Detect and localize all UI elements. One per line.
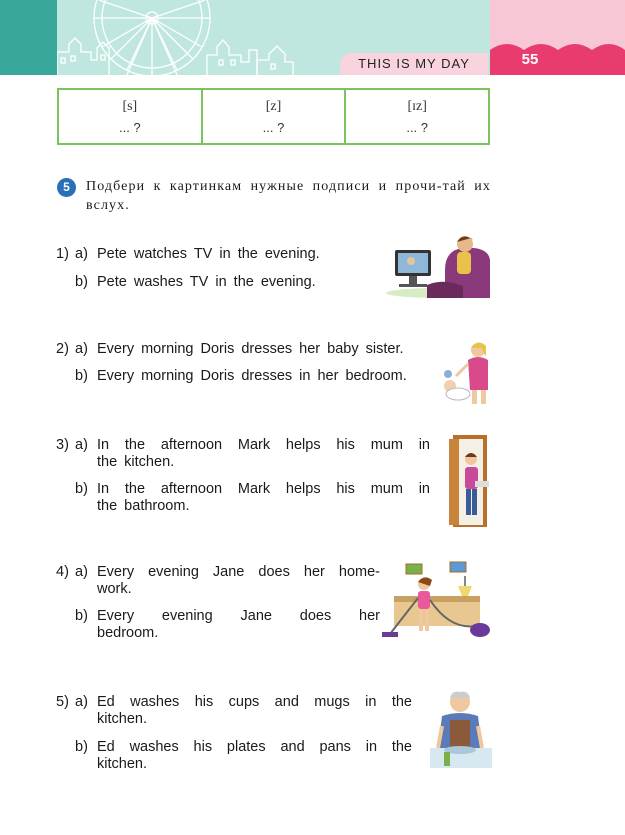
option-b-label: b) — [75, 274, 88, 290]
phoneme: [ɪz] — [407, 99, 427, 114]
blank-placeholder: ... ? — [406, 120, 429, 135]
option-b-text: Pete washes TV in the evening. — [97, 274, 316, 290]
option-a-text: Every evening Jane does her home- — [97, 564, 380, 580]
girl-vacuuming-picture — [380, 560, 492, 642]
task-instruction: Подбери к картинкам нужные подписи и прочи-тай их вслух. — [86, 179, 491, 213]
option-b-text-cont: kitchen. — [97, 756, 147, 772]
chapter-title: THIS IS MY DAY — [340, 53, 488, 75]
option-a-text: In the afternoon Mark helps his mum in — [97, 437, 430, 453]
option-b-label: b) — [75, 481, 88, 497]
option-b-text-cont: the bathroom. — [97, 498, 190, 514]
option-a-label: a) — [75, 246, 88, 262]
option-a-text-cont: kitchen. — [97, 711, 147, 727]
phoneme: [z] — [265, 99, 282, 114]
sound-cell-s — [59, 90, 203, 143]
option-b-text: Every morning Doris dresses in her bedroom. — [97, 368, 407, 384]
blank-placeholder: ... ? — [262, 120, 285, 135]
item-number: 1) — [56, 246, 69, 262]
option-a-label: a) — [75, 437, 88, 453]
phoneme: [s] — [122, 99, 138, 114]
girl-dressing-baby-picture — [438, 340, 492, 406]
option-a-text-cont: the kitchen. — [97, 454, 175, 470]
task-number-badge: 5 — [57, 178, 76, 197]
option-b-label: b) — [75, 608, 88, 624]
option-a-text: Every morning Doris dresses her baby sister. — [97, 341, 404, 357]
sound-cell-iz — [346, 90, 488, 143]
sound-cell-z — [203, 90, 347, 143]
man-washing-dishes-picture — [430, 686, 492, 772]
option-a-label: a) — [75, 341, 88, 357]
option-b-label: b) — [75, 368, 88, 384]
option-b-text: Every evening Jane does her — [97, 608, 380, 624]
option-a-text: Ed washes his cups and mugs in the — [97, 694, 412, 710]
sound-table — [57, 88, 490, 145]
option-b-text: Ed washes his plates and pans in the — [97, 739, 412, 755]
option-a-text-cont: work. — [97, 581, 132, 597]
blank-placeholder: ... ? — [118, 120, 141, 135]
option-a-label: a) — [75, 564, 88, 580]
header-teal-block — [0, 0, 57, 75]
option-b-text-cont: bedroom. — [97, 625, 159, 641]
boy-at-door-picture — [447, 433, 493, 529]
page-number: 55 — [521, 51, 539, 68]
option-a-text: Pete watches TV in the evening. — [97, 246, 320, 262]
item-number: 4) — [56, 564, 69, 580]
item-number: 3) — [56, 437, 69, 453]
option-b-text: In the afternoon Mark helps his mum in — [97, 481, 430, 497]
option-b-label: b) — [75, 739, 88, 755]
item-number: 5) — [56, 694, 69, 710]
item-number: 2) — [56, 341, 69, 357]
man-watching-tv-picture — [383, 230, 493, 298]
option-a-label: a) — [75, 694, 88, 710]
